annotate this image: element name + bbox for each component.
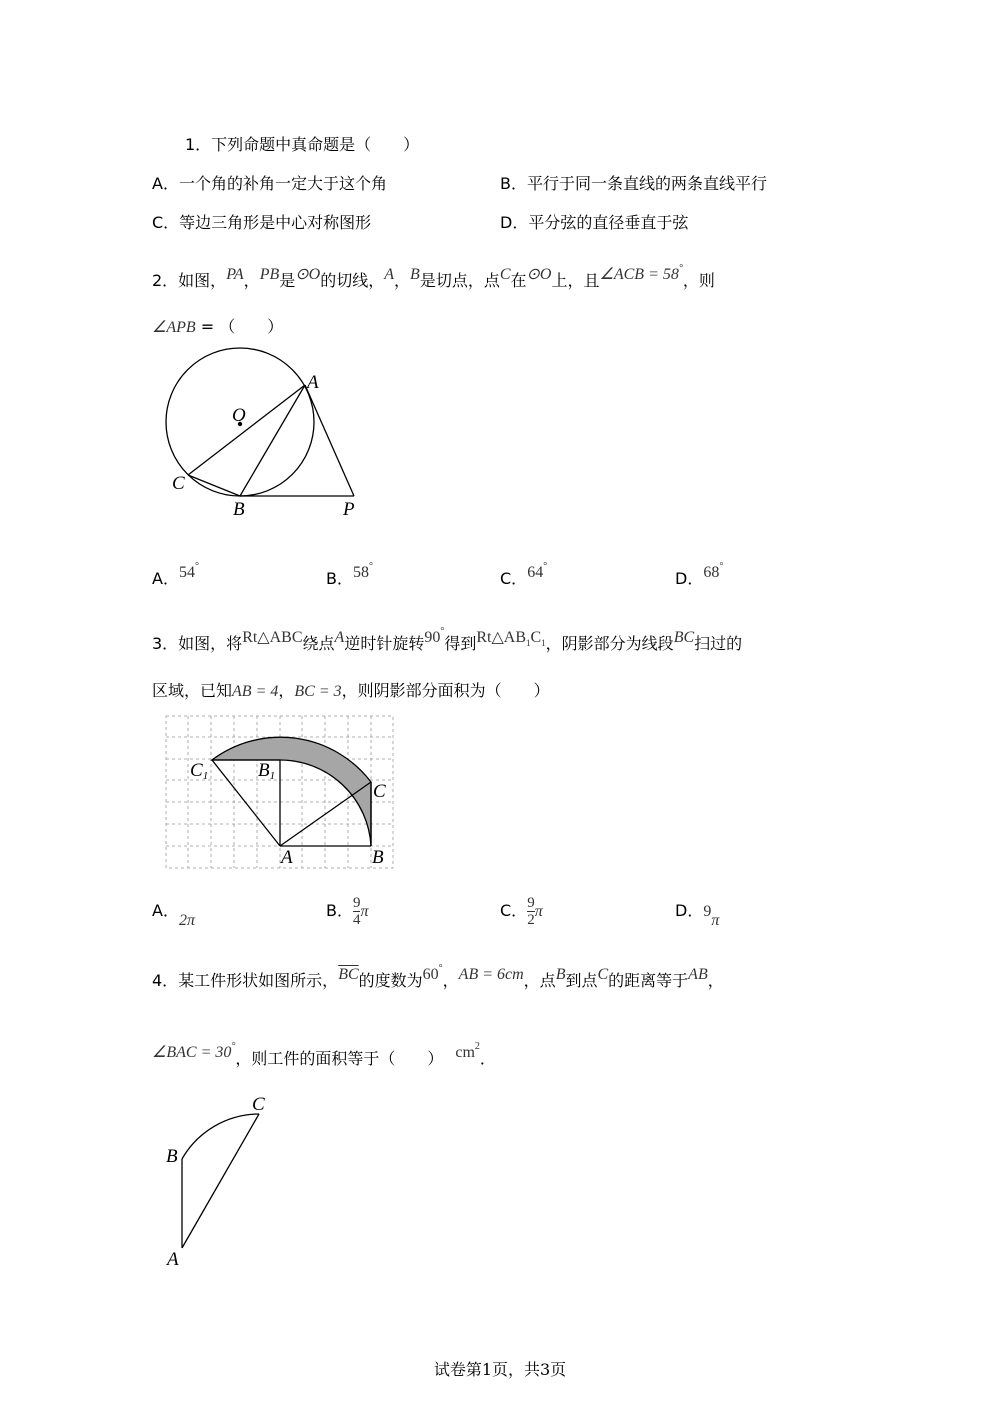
subscript: 1 xyxy=(541,638,546,648)
q3-text: 绕点 xyxy=(302,634,335,653)
label-b1 xyxy=(258,760,275,782)
label-b: B xyxy=(372,847,384,868)
q2-text: 是切点，点 xyxy=(419,271,500,290)
q2-text: 上，且 xyxy=(551,271,600,290)
q3-triangle-rotated xyxy=(476,629,545,646)
q4-comma: ， xyxy=(707,971,724,990)
degree-symbol: ° xyxy=(678,263,683,274)
q2-angle-acb xyxy=(599,263,683,283)
q2-choice-d xyxy=(675,561,724,590)
segment-ac xyxy=(280,782,371,846)
q3-text: 逆时针旋转 xyxy=(344,634,425,653)
q3-figure xyxy=(160,710,405,875)
numerator: 9 xyxy=(527,895,535,911)
q4-text: 到点 xyxy=(565,971,598,990)
q2-point-B: B xyxy=(410,266,420,283)
q3-choice-b xyxy=(326,883,369,940)
q2-comma: ， xyxy=(394,271,411,290)
q4-text: 的距离等于 xyxy=(608,971,689,990)
subscript: 1 xyxy=(526,638,531,648)
q1-stem: 1．下列命题中真命题是（ ） xyxy=(185,135,420,154)
q1-choice-d: D．平分弦的直径垂直于弦 xyxy=(500,213,689,232)
q4-point-B: B xyxy=(555,966,566,983)
label-a: A xyxy=(167,1249,179,1270)
q2-text: 是 xyxy=(279,271,296,290)
degree-symbol: ° xyxy=(438,963,443,974)
q3-choice-d xyxy=(675,901,720,929)
q2-choice-a xyxy=(152,561,199,590)
q4-stem xyxy=(152,963,724,992)
degree-symbol: ° xyxy=(440,626,445,637)
choice-label: B． xyxy=(326,901,353,920)
q4-text: 的度数为 xyxy=(358,971,423,990)
choice-label: A． xyxy=(152,901,179,920)
label-c: C xyxy=(252,1094,265,1115)
q2-stem-line2 xyxy=(152,317,283,338)
label-c: C xyxy=(172,473,185,494)
q4-unit xyxy=(455,1041,480,1061)
q3-comma: ， xyxy=(278,681,295,700)
superscript: 2 xyxy=(474,1041,480,1052)
degree-symbol: ° xyxy=(231,1041,236,1052)
label-c1 xyxy=(190,760,208,782)
choice-value: 54 xyxy=(178,564,195,581)
label-text: C xyxy=(190,760,203,781)
denominator: 4 xyxy=(352,912,361,928)
q2-PB: PB xyxy=(259,266,280,283)
q1-choice-a: A．一个角的补角一定大于这个角 xyxy=(152,174,387,193)
choice-label: C． xyxy=(500,901,528,920)
degree-symbol: ° xyxy=(194,561,199,572)
label-o: O xyxy=(232,405,246,426)
q2-angle-text: ∠ACB = 58 xyxy=(599,266,679,283)
choice-label: C． xyxy=(500,569,528,588)
q2-text: 2．如图， xyxy=(152,271,227,290)
subscript: 1 xyxy=(269,770,276,782)
q3-text: 区域，已知 xyxy=(152,681,233,700)
degree-symbol: ° xyxy=(719,561,724,572)
q4-point-C: C xyxy=(597,966,609,983)
q2-text: = （ ） xyxy=(195,317,284,336)
choice-value: 9 xyxy=(703,903,712,920)
label-a: A xyxy=(281,847,293,868)
tri-text: C xyxy=(530,629,542,646)
q4-segment-AB: AB xyxy=(688,966,708,983)
segment-cb xyxy=(188,475,240,496)
q4-angle-bac xyxy=(152,1041,236,1061)
pi-symbol: π xyxy=(711,912,720,929)
q2-comma: ， xyxy=(243,271,260,290)
q3-bc: BC = 3 xyxy=(294,683,342,700)
q4-ab: AB = 6cm xyxy=(458,966,524,983)
degree-symbol: ° xyxy=(543,561,548,572)
q4-figure xyxy=(155,1085,295,1275)
q3-text: 扫过的 xyxy=(694,634,743,653)
q3-choice-a xyxy=(152,901,195,929)
choice-label: D． xyxy=(675,901,704,920)
denominator: 2 xyxy=(527,912,535,928)
segment-ab xyxy=(240,385,305,496)
q2-figure xyxy=(155,345,375,525)
arc-bc xyxy=(182,1114,259,1159)
q2-choice-c xyxy=(500,561,548,590)
label-a: A xyxy=(307,372,319,393)
subscript: 1 xyxy=(202,770,209,782)
q4-period: ． xyxy=(479,1049,496,1068)
q3-choice-c xyxy=(500,883,543,940)
q4-stem-line2 xyxy=(152,1041,496,1070)
unit-text: cm xyxy=(455,1044,475,1061)
label-b: B xyxy=(166,1146,178,1167)
choice-label: B． xyxy=(326,569,353,588)
q4-arc-BC: $\overline{BC}$ xyxy=(338,966,359,983)
q3-text: 得到 xyxy=(444,634,477,653)
q1-choice-c: C．等边三角形是中心对称图形 xyxy=(152,213,372,232)
choice-value: 58 xyxy=(352,564,369,581)
q2-stem xyxy=(152,263,715,292)
q2-point-C: C xyxy=(499,266,511,283)
choice-value: 64 xyxy=(527,564,544,581)
q3-stem-line2 xyxy=(152,681,550,702)
segment-ac xyxy=(182,1114,259,1248)
q1-choice-b: B．平行于同一条直线的两条直线平行 xyxy=(500,174,767,193)
choice-label: A． xyxy=(152,569,179,588)
q4-text: ，点 xyxy=(523,971,556,990)
numerator: 9 xyxy=(352,895,361,911)
q3-segment-BC: BC xyxy=(673,629,695,646)
q3-angle: 90 xyxy=(424,629,441,646)
q2-circle-O: ⊙O xyxy=(526,266,552,283)
shaded-region xyxy=(212,737,371,846)
choice-value: 68 xyxy=(703,564,720,581)
degree-symbol: ° xyxy=(368,561,373,572)
q2-PA: PA xyxy=(226,266,244,283)
q2-circle-O: ⊙O xyxy=(295,266,321,283)
pi-symbol: π xyxy=(534,903,543,920)
page-footer: 试卷第1页，共3页 xyxy=(433,1360,567,1379)
q2-choice-b xyxy=(326,561,373,590)
q4-angle-text: ∠BAC = 30 xyxy=(152,1044,232,1061)
q4-comma: ， xyxy=(442,971,459,990)
q2-text: 在 xyxy=(510,271,527,290)
pi-symbol: π xyxy=(360,903,369,920)
choice-label: D． xyxy=(675,569,704,588)
q3-ab: AB = 4 xyxy=(232,683,279,700)
q2-text: 的切线， xyxy=(320,271,385,290)
q4-angle: 60 xyxy=(422,966,439,983)
q4-text: ，则工件的面积等于（ ） xyxy=(235,1049,444,1068)
q3-point-A: A xyxy=(334,629,345,646)
q2-angle-apb: ∠APB xyxy=(152,319,196,336)
label-c: C xyxy=(373,781,386,802)
q2-text: ，则 xyxy=(682,271,715,290)
q3-text: ，则阴影部分面积为（ ） xyxy=(341,681,550,700)
label-p: P xyxy=(343,499,355,520)
fraction xyxy=(527,895,535,928)
label-b: B xyxy=(233,499,245,520)
tri-text: Rt△AB xyxy=(476,629,526,646)
label-text: B xyxy=(258,760,270,781)
q4-text: 4．某工件形状如图所示， xyxy=(152,971,339,990)
q3-triangle: Rt△ABC xyxy=(242,629,303,646)
segment-ac xyxy=(188,385,305,475)
q3-text: 3．如图，将 xyxy=(152,634,243,653)
choice-value: 2π xyxy=(178,912,195,929)
segment-ap xyxy=(305,385,354,496)
q3-text: ，阴影部分为线段 xyxy=(545,634,674,653)
q3-stem xyxy=(152,626,743,660)
q2-point-A: A xyxy=(384,266,395,283)
